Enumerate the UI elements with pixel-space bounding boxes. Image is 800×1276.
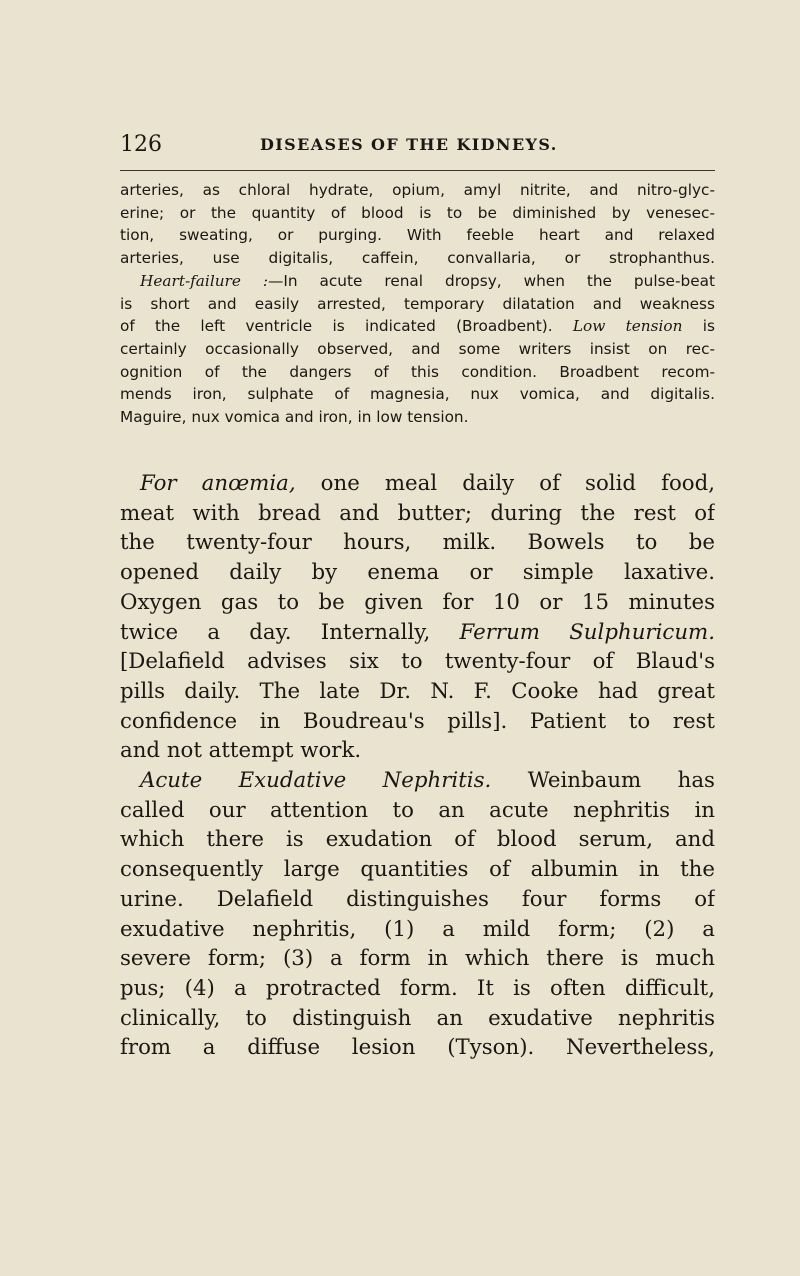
text-line: Maguire, nux vomica and iron, in low tension. — [120, 408, 469, 427]
text-line: confidence in Boudreau's pills]. Patient to rest — [120, 708, 715, 734]
text-line — [120, 315, 715, 338]
text-run: twice a day. Internally, — [120, 619, 431, 645]
text-line: pus; (4) a protracted form. It is often difficult, — [120, 975, 715, 1001]
large-type-paragraph — [120, 469, 715, 1063]
text-line: Oxygen gas to be given for 10 or 15 minutes — [120, 589, 715, 615]
page-number: 126 — [120, 132, 162, 157]
text-line: mends iron, sulphate of magnesia, nux vomica, and digitalis. — [120, 385, 715, 404]
text-run: is — [702, 317, 715, 336]
text-line: erine; or the quantity of blood is to be diminished by venesec- — [120, 203, 715, 222]
text-line: urine. Delafield distinguishes four forms of — [120, 886, 715, 912]
text-line: severe form; (3) a form in which there is much — [120, 946, 715, 972]
text-line — [120, 270, 715, 293]
text-line: is short and easily arrested, temporary dilatation and weakness — [120, 294, 715, 313]
text-line: called our attention to an acute nephritis in — [120, 797, 715, 823]
text-line — [120, 618, 715, 648]
text-line: exudative nephritis, (1) a mild form; (2) a — [120, 916, 715, 942]
text-line: ognition of the dangers of this condition. Broadbent recom- — [120, 362, 715, 381]
italic-heading: Low tension — [572, 317, 683, 336]
text-line: and not attempt work. — [120, 738, 362, 764]
italic-heading: For anœmia, — [140, 471, 296, 496]
text-run: —In acute renal dropsy, when the pulse-beat — [268, 271, 715, 290]
text-run: one meal daily of solid food, — [320, 471, 715, 496]
header-rule — [120, 170, 715, 171]
text-line: arteries, as chloral hydrate, opium, amyl nitrite, and nitro-glyc- — [120, 181, 715, 199]
running-title: DISEASES OF THE KIDNEYS. — [260, 135, 558, 154]
text-run: of the left ventricle is indicated (Broadbent). — [120, 317, 553, 336]
small-type-paragraph — [120, 179, 715, 429]
text-line: meat with bread and butter; during the rest of — [120, 500, 715, 526]
text-line: [Delafield advises six to twenty-four of Blaud's — [120, 649, 715, 675]
italic-drug-name: Ferrum Sulphuricum. — [459, 619, 715, 645]
text-run: Weinbaum has — [527, 768, 715, 794]
text-line — [120, 469, 715, 499]
text-line: pills daily. The late Dr. N. F. Cooke had great — [120, 678, 715, 704]
text-line — [120, 766, 715, 796]
text-line: from a diffuse lesion (Tyson). Nevertheless, — [120, 1035, 715, 1061]
italic-heading: Heart-failure : — [140, 271, 269, 290]
text-line: tion, sweating, or purging. With feeble heart and relaxed — [120, 226, 715, 245]
page-header — [120, 133, 715, 157]
text-line: consequently large quantities of albumin in the — [120, 857, 715, 883]
text-line: which there is exudation of blood serum, and — [120, 827, 715, 853]
text-line: arteries, use digitalis, caffein, convallaria, or strophanthus. — [120, 249, 715, 268]
text-line: clinically, to distinguish an exudative nephritis — [120, 1005, 715, 1031]
text-line: opened daily by enema or simple laxative. — [120, 560, 715, 586]
text-line: the twenty-four hours, milk. Bowels to be — [120, 530, 715, 556]
text-line: certainly occasionally observed, and some writers insist on rec- — [120, 339, 715, 358]
italic-heading: Acute Exudative Nephritis. — [140, 768, 492, 794]
